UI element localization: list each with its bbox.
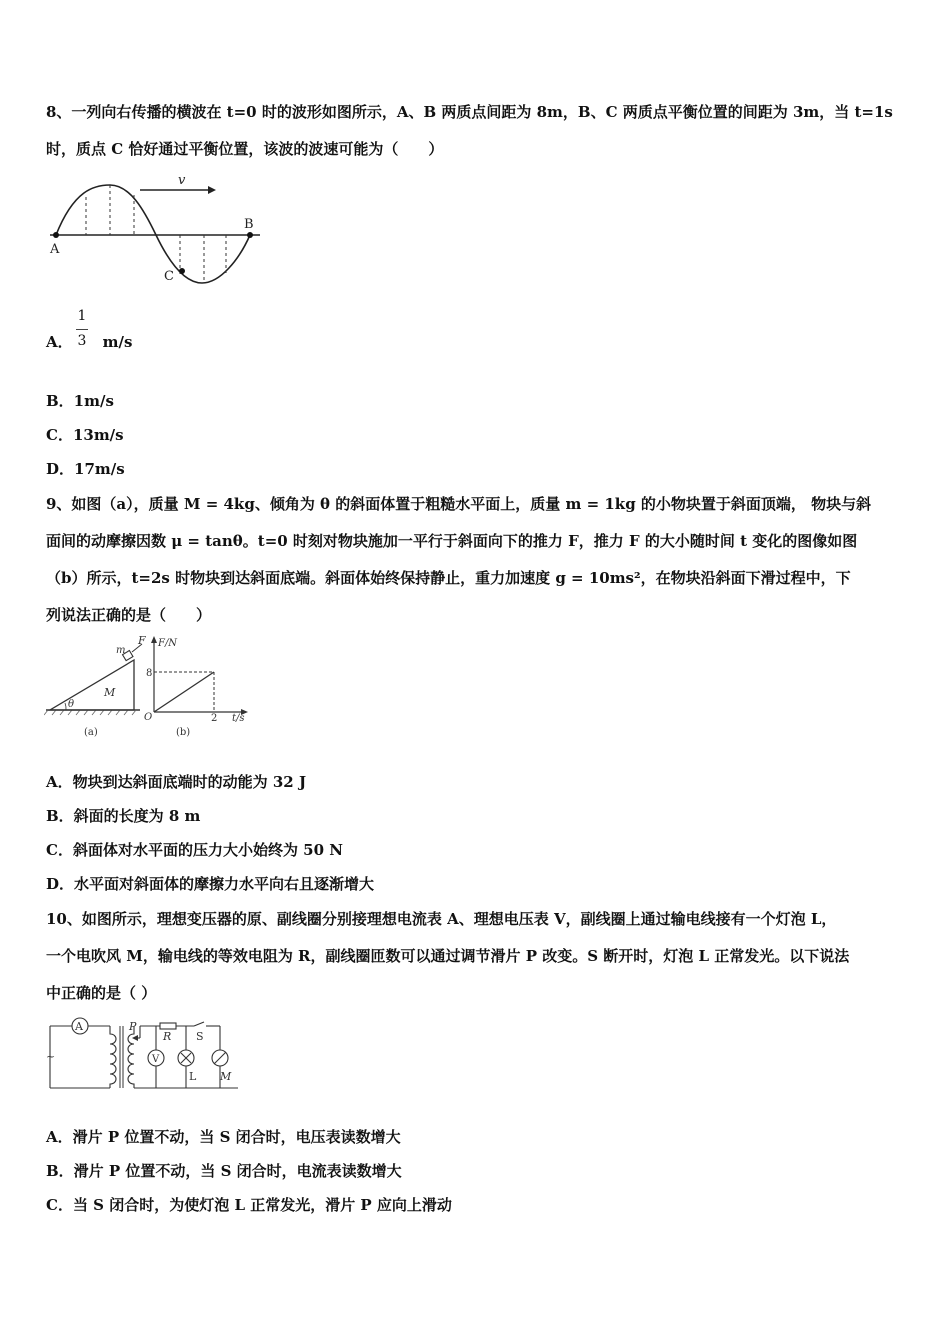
svg-text:t/s: t/s — [232, 713, 245, 724]
q9-option-d[interactable]: D．水平面对斜面体的摩擦力水平向右且逐渐增大 — [46, 875, 375, 893]
q8-wave-figure — [44, 170, 268, 290]
svg-text:A: A — [75, 1020, 83, 1033]
q10-circuit-figure — [44, 1014, 244, 1094]
svg-text:M: M — [104, 686, 116, 699]
velocity-arrowhead — [208, 186, 216, 194]
slider-arrow — [132, 1035, 138, 1041]
svg-text:2: 2 — [211, 713, 218, 724]
wave-curve — [56, 185, 250, 283]
q10-stem-line1: 10、如图所示，理想变压器的原、副线圈分别接理想电流表 A、理想电压表 V，副线圈上通过输电线接有一个灯泡 L， — [46, 910, 837, 928]
velocity-label: v — [178, 173, 186, 188]
q8-option-a-numerator: 1 — [77, 308, 87, 324]
svg-text:F/N: F/N — [158, 638, 178, 649]
q9-stem-line3: （b）所示，t=2s 时物块到达斜面底端。斜面体始终保持静止，重力加速度 g = 10ms²，在物块沿斜面下滑过程中，下 — [46, 569, 851, 587]
q9-stem-line1: 9、如图（a），质量 M = 4kg、倾角为 θ 的斜面体置于粗糙水平面上，质量 m = 1kg 的小物块置于斜面顶端， 物块与斜 — [46, 495, 872, 513]
svg-text:L: L — [189, 1070, 197, 1083]
svg-text:P: P — [129, 1020, 137, 1033]
svg-text:8: 8 — [146, 668, 153, 679]
q10-option-c[interactable]: C．当 S 闭合时，为使灯泡 L 正常发光，滑片 P 应向上滑动 — [46, 1196, 452, 1214]
svg-text:V: V — [152, 1054, 160, 1065]
svg-text:θ: θ — [68, 699, 75, 710]
q8-option-d[interactable]: D．17m/s — [46, 460, 125, 478]
incline-body — [50, 660, 134, 710]
svg-text:M: M — [220, 1070, 232, 1083]
q9-figure-a — [44, 634, 146, 738]
point-a-label: A — [50, 242, 60, 257]
point-c — [179, 268, 185, 274]
q8-option-a-fraction-bar — [76, 329, 88, 330]
q8-stem-line2: 时，质点 C 恰好通过平衡位置，该波的波速可能为（ ） — [46, 140, 444, 158]
primary-circuit — [50, 1018, 116, 1088]
q8-option-c[interactable]: C．13m/s — [46, 426, 124, 444]
svg-text:S: S — [196, 1030, 204, 1043]
point-b — [247, 232, 253, 238]
svg-text:(b): (b) — [176, 727, 191, 738]
svg-text:R: R — [163, 1030, 172, 1043]
svg-text:~: ~ — [46, 1050, 56, 1063]
q8-option-a-unit: m/s — [102, 333, 133, 351]
q10-stem-line3: 中正确的是（ ） — [46, 984, 157, 1002]
q8-option-a-prefix: A． — [46, 333, 73, 351]
svg-text:O: O — [144, 712, 153, 723]
q8-stem-line1: 8、一列向右传播的横波在 t=0 时的波形如图所示，A、B 两质点间距为 8m，B、C 两质点平衡位置的间距为 3m，当 t=1s — [46, 103, 893, 121]
q10-stem-line2: 一个电吹风 M，输电线的等效电阻为 R，副线圈匝数可以通过调节滑片 P 改变。S 断开时，灯泡 L 正常发光。以下说法 — [46, 947, 850, 965]
q8-option-a-denominator: 3 — [77, 333, 87, 349]
q9-option-c[interactable]: C．斜面体对水平面的压力大小始终为 50 N — [46, 841, 343, 859]
q8-option-a[interactable] — [46, 332, 132, 352]
point-c-label: C — [164, 269, 174, 284]
svg-text:m: m — [116, 645, 126, 656]
svg-text:F: F — [138, 634, 146, 647]
q9-stem-line2: 面间的动摩擦因数 μ = tanθ。t=0 时刻对物块施加一平行于斜面向下的推力 F，推力 F 的大小随时间 t 变化的图像如图 — [46, 532, 858, 550]
q9-option-a[interactable]: A．物块到达斜面底端时的动能为 32 J — [46, 773, 307, 791]
q10-option-b[interactable]: B．滑片 P 位置不动，当 S 闭合时，电流表读数增大 — [46, 1162, 402, 1180]
q9-figure-b — [144, 636, 248, 738]
svg-text:(a): (a) — [84, 727, 98, 738]
q9-stem-line4: 列说法正确的是（ ） — [46, 606, 212, 624]
point-b-label: B — [244, 217, 254, 232]
q10-option-a[interactable]: A．滑片 P 位置不动，当 S 闭合时，电压表读数增大 — [46, 1128, 401, 1146]
f-t-line — [154, 672, 214, 712]
q9-option-b[interactable]: B．斜面的长度为 8 m — [46, 807, 201, 825]
point-a — [53, 232, 59, 238]
q9-figure — [44, 634, 254, 742]
q8-option-b[interactable]: B．1m/s — [46, 392, 114, 410]
